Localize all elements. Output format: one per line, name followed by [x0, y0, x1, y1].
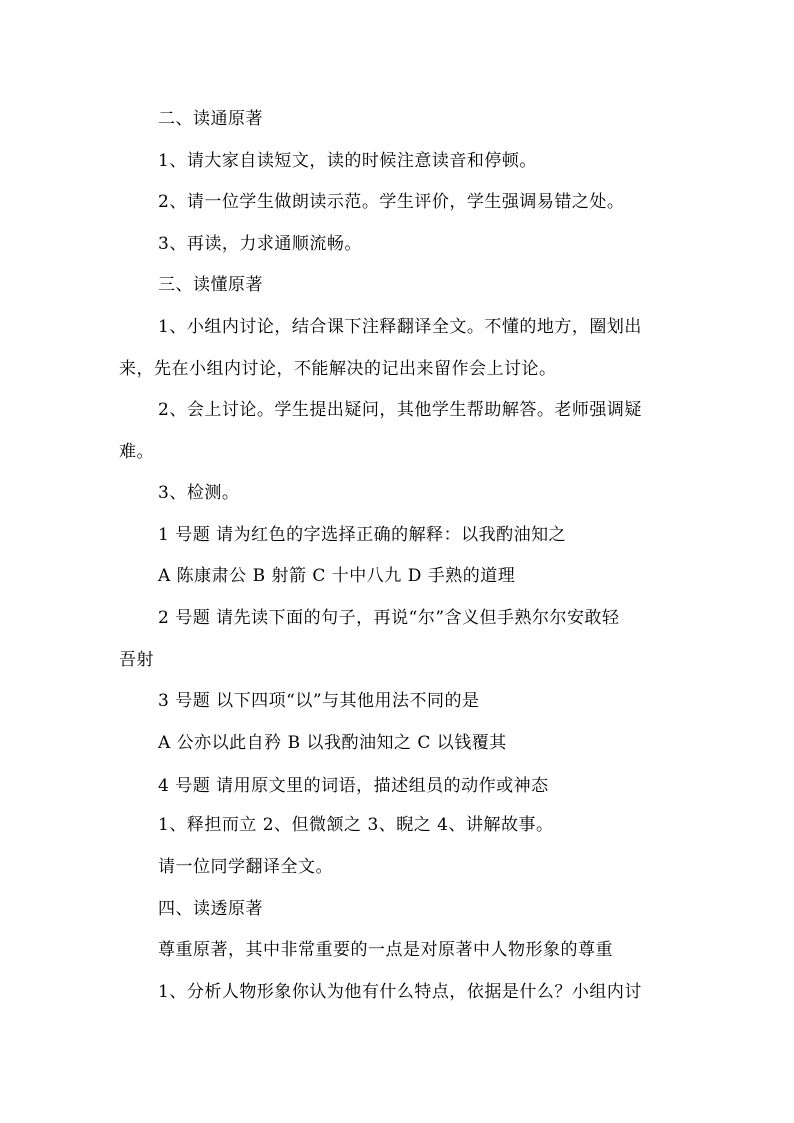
paragraph-line: 3、再读，力求通顺流畅。 [158, 234, 362, 254]
paragraph-line: 1、小组内讨论，结合课下注释翻译全文。不懂的地方，圈划出 [158, 317, 642, 337]
question-line: 2 号题 请先读下面的句子，再说“尔”含义但手熟尔尔安敢轻 [158, 608, 620, 628]
paragraph-line: 1、释担而立 2、但微颔之 3、睨之 4、讲解故事。 [158, 815, 554, 835]
paragraph-line: 请一位同学翻译全文。 [158, 857, 333, 877]
answer-options-line: A 陈康肃公 B 射箭 C 十中八九 D 手熟的道理 [158, 566, 516, 586]
paragraph-line: 1、分析人物形象你认为他有什么特点，依据是什么？小组内讨 [158, 982, 642, 1002]
question-line: 3 号题 以下四项“以”与其他用法不同的是 [158, 691, 480, 711]
paragraph-line: 难。 [119, 442, 154, 462]
paragraph-line: 来，先在小组内讨论，不能解决的记出来留作会上讨论。 [119, 359, 557, 379]
paragraph-line: 尊重原著，其中非常重要的一点是对原著中人物形象的尊重 [158, 940, 613, 960]
question-line: 4 号题 请用原文里的词语，描述组员的动作或神态 [158, 776, 549, 796]
paragraph-line: 2、会上讨论。学生提出疑问，其他学生帮助解答。老师强调疑 [158, 400, 642, 420]
paragraph-line: 1、请大家自读短文，读的时候注意读音和停顿。 [158, 151, 537, 171]
question-line: 吾射 [119, 650, 154, 670]
section-heading-read-through: 二、读通原著 [158, 109, 263, 129]
paragraph-line: 3、检测。 [158, 483, 240, 503]
section-heading-understand: 三、读懂原著 [158, 275, 263, 295]
question-line: 1 号题 请为红色的字选择正确的解释：以我酌油知之 [158, 525, 567, 545]
paragraph-line: 2、请一位学生做朗读示范。学生评价，学生强调易错之处。 [158, 192, 625, 212]
answer-options-line: A 公亦以此自矜 B 以我酌油知之 C 以钱覆其 [158, 733, 507, 753]
section-heading-read-thoroughly: 四、读透原著 [158, 899, 263, 919]
